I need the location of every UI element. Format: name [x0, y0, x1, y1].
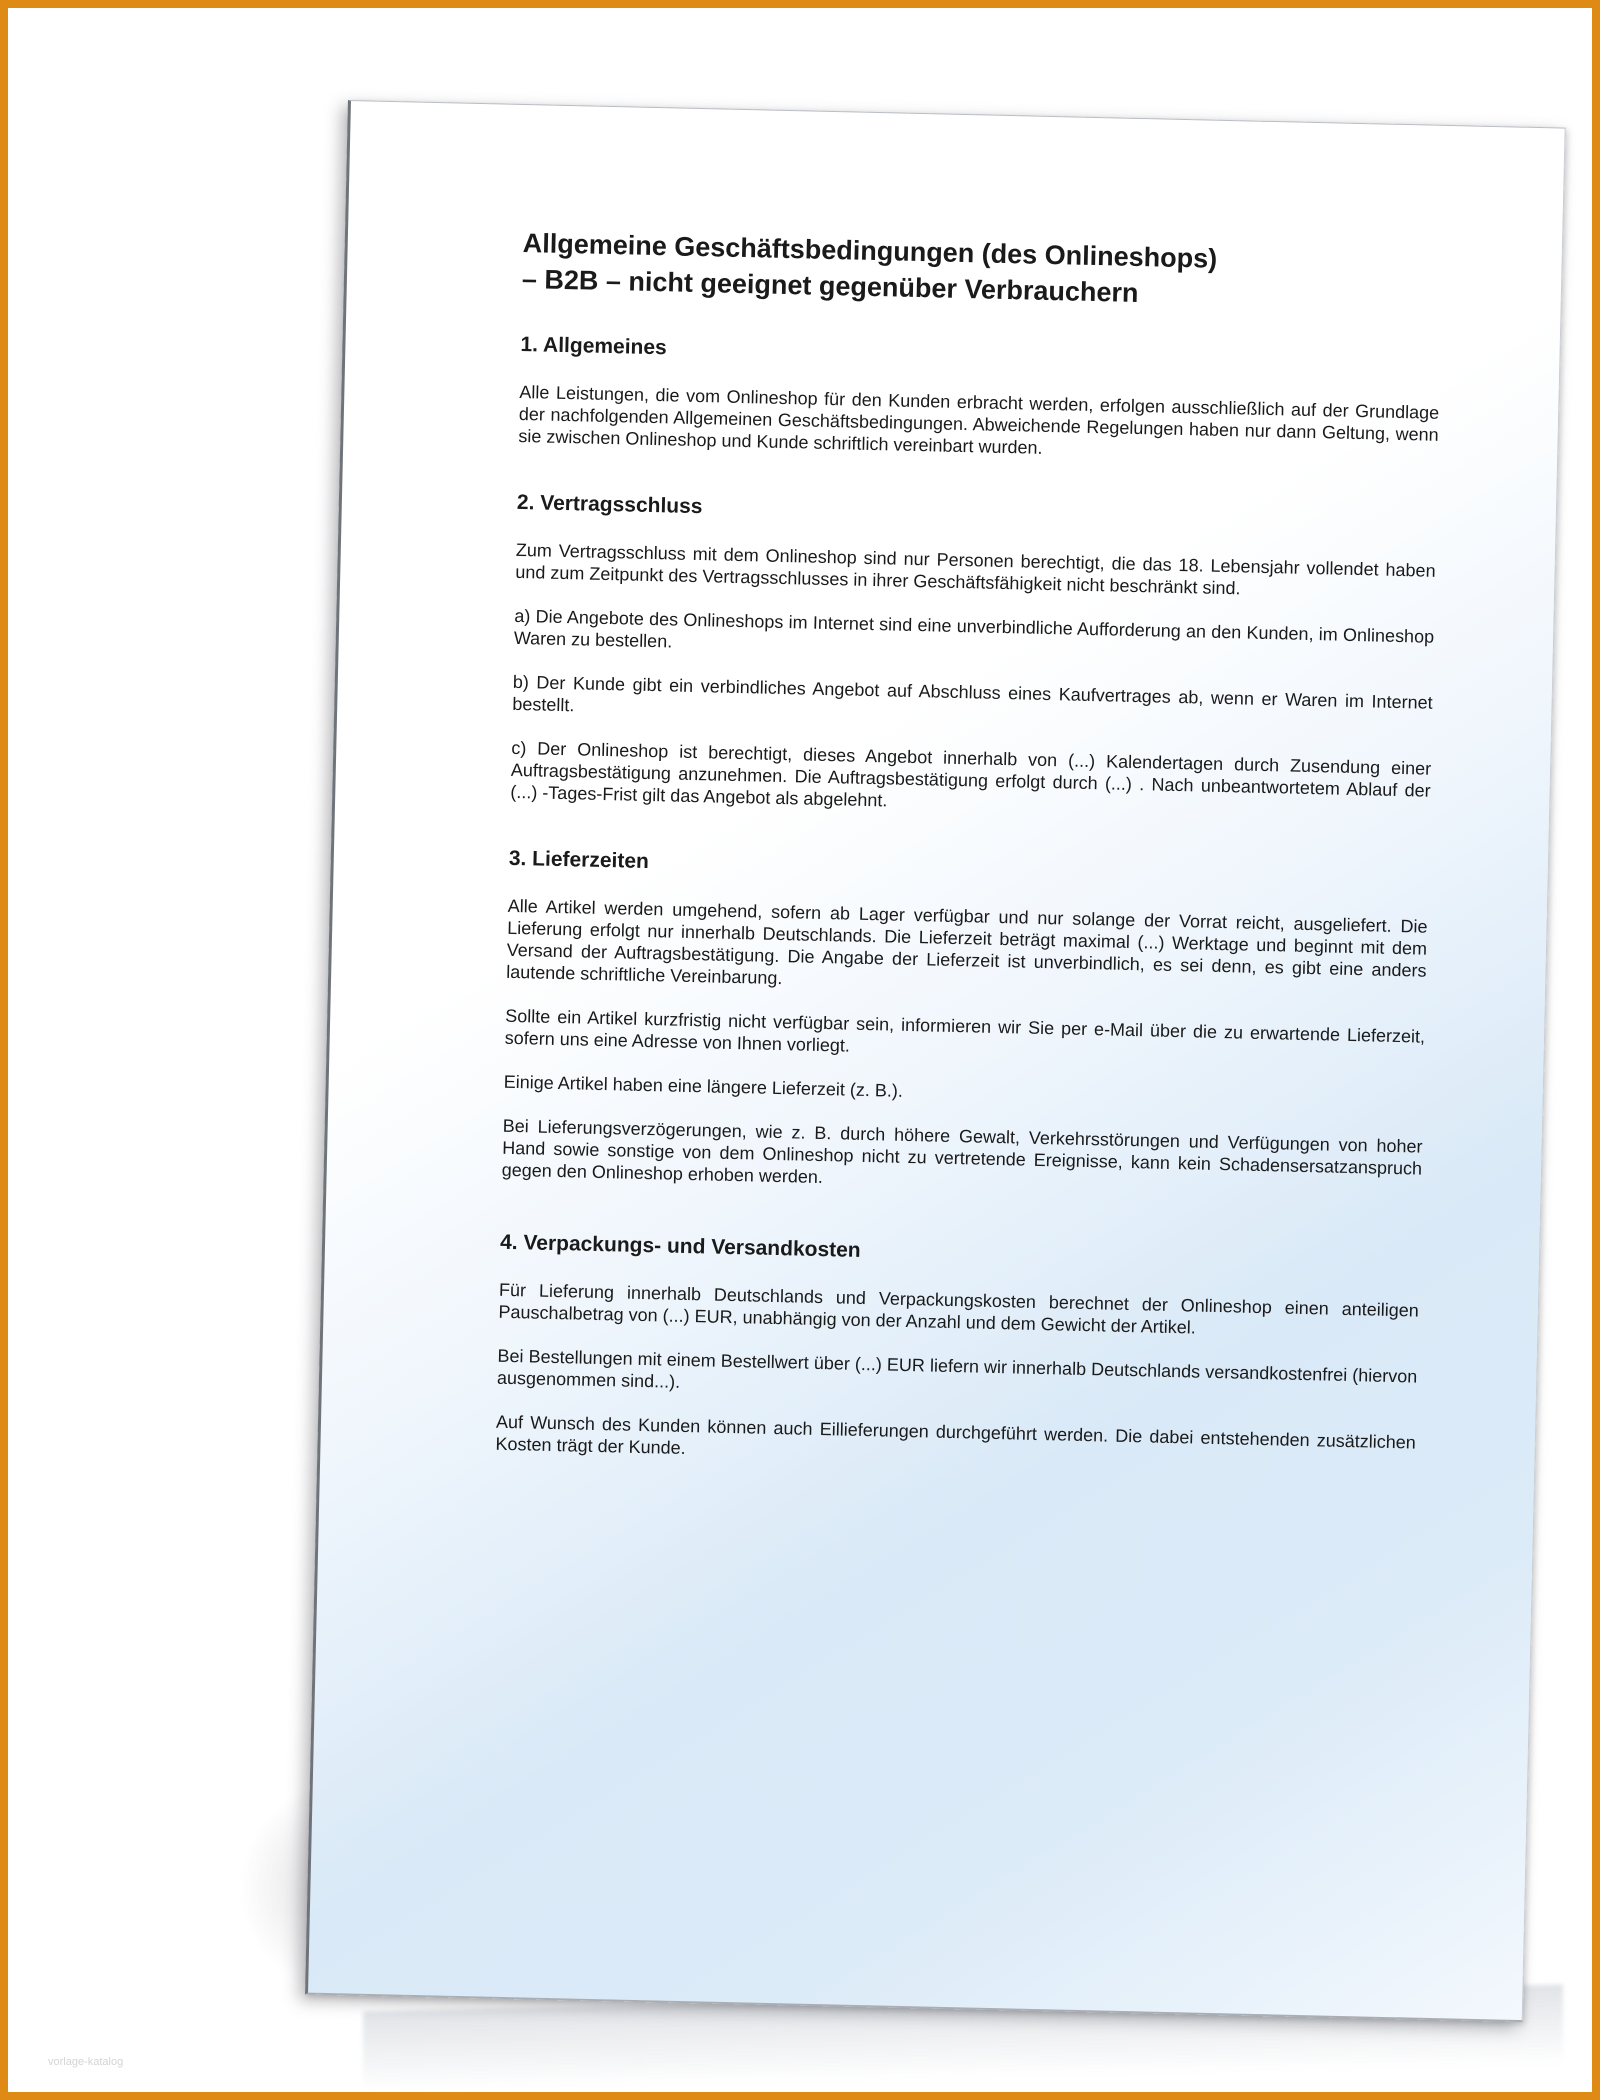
document-title-line-1: Allgemeine Geschäftsbedingungen (des Onlineshops) [522, 228, 1218, 274]
document-title-line-2: – B2B – nicht geeignet gegenüber Verbrauchern [521, 263, 1139, 308]
section-heading: 3. Lieferzeiten [508, 846, 650, 874]
section-heading: 4. Verpackungs- und Versandkosten [499, 1230, 861, 1262]
paragraph: a) Die Angebote des Onlineshops im Internet sind eine unverbindliche Aufforderung an den Kunden, im Onlineshop Waren zu bestellen. [513, 605, 1435, 652]
section-heading: 2. Vertragsschluss [516, 490, 703, 519]
document-page [305, 100, 1566, 2022]
paragraph: Auf Wunsch des Kunden können auch Eillieferungen durchgeführt werden. Die dabei entstehenden zusätzlichen Kosten trägt der Kunde. [495, 1411, 1417, 1459]
section-vertragsschluss [510, 489, 1437, 824]
paragraph: Bei Bestellungen mit einem Bestellwert über (...) EUR liefern wir innerhalb Deutschlands versandkostenfrei (hiervon ausgenommen sind...). [496, 1345, 1418, 1392]
paragraph: c) Der Onlineshop ist berechtigt, dieses Angebot innerhalb von (...) Kalendertagen durch Zusendung einer Auftragsbestätigung anzunehmen. Die Auftragsbestätigung erfolgt durch (...) . Nach unbeantwortetem Ablauf der (...) -Tages-Frist gilt das Angebot als abgelehnt. [510, 737, 1432, 811]
paragraph: Zum Vertragsschluss mit dem Onlineshop sind nur Personen berechtigt, die das 18. Lebensjahr vollendet haben und zum Zeitpunkt des Vertragsschlusses in ihrer Geschäftsfähigkeit nicht beschränkt sind. [515, 539, 1436, 599]
section-allgemeines [518, 331, 1440, 468]
paragraph: Alle Artikel werden umgehend, sofern ab Lager verfügbar und nur solange der Vorrat reicht, ausgeliefert. Die Lieferung erfolgt nur innerhalb Deutschlands. Die Lieferzeit beträgt maximal (...) Werktage und beginnt mit dem Versand der Auftragsbestätigung. Die Angabe der Lieferzeit ist unverbindlich, es sei denn, es gibt eine anders lautende schriftliche Vereinbarung. [506, 895, 1428, 989]
section-lieferzeiten [502, 845, 1429, 1202]
section-versandkosten [495, 1229, 1420, 1476]
document-title [522, 225, 1443, 318]
paragraph: Für Lieferung innerhalb Deutschlands und Verpackungskosten berechnet der Onlineshop einen anteiligen Pauschalbetrag von (...) EUR, unabhängig von der Anzahl und dem Gewicht der Artikel. [498, 1279, 1420, 1338]
paragraph: Sollte ein Artikel kurzfristig nicht verfügbar sein, informieren wir Sie per e-Mail über die zu erwartende Lieferzeit, sofern uns eine Adresse von Ihnen vorliegt. [504, 1005, 1426, 1056]
paragraph: Alle Leistungen, die vom Onlineshop für den Kunden erbracht werden, erfolgen ausschließlich auf der Grundlage der nachfolgenden Allgemeinen Geschäftsbedingungen. Abweichende Regelungen haben nur dann Geltung, wenn sie zwischen Onlineshop und Kunde schriftlich vereinbart wurden. [518, 381, 1440, 458]
watermark: vorlage-katalog [48, 2056, 124, 2068]
document-content [494, 225, 1443, 1518]
section-heading: 1. Allgemeines [520, 332, 668, 360]
paragraph: b) Der Kunde gibt ein verbindliches Angebot auf Abschluss eines Kaufvertrages ab, wenn er Waren im Internet bestellt. [512, 671, 1433, 716]
paragraph: Einige Artikel haben eine längere Lieferzeit (z. B.). [503, 1071, 904, 1101]
paragraph: Bei Lieferungsverzögerungen, wie z. B. durch höhere Gewalt, Verkehrsstörungen und Verfügungen von hoher Hand sowie sonstige von dem Onlineshop nicht zu vertretende Ereignisse, kann kein Schadensersatzanspruch gegen den Onlineshop erhoben werden. [501, 1115, 1423, 1188]
